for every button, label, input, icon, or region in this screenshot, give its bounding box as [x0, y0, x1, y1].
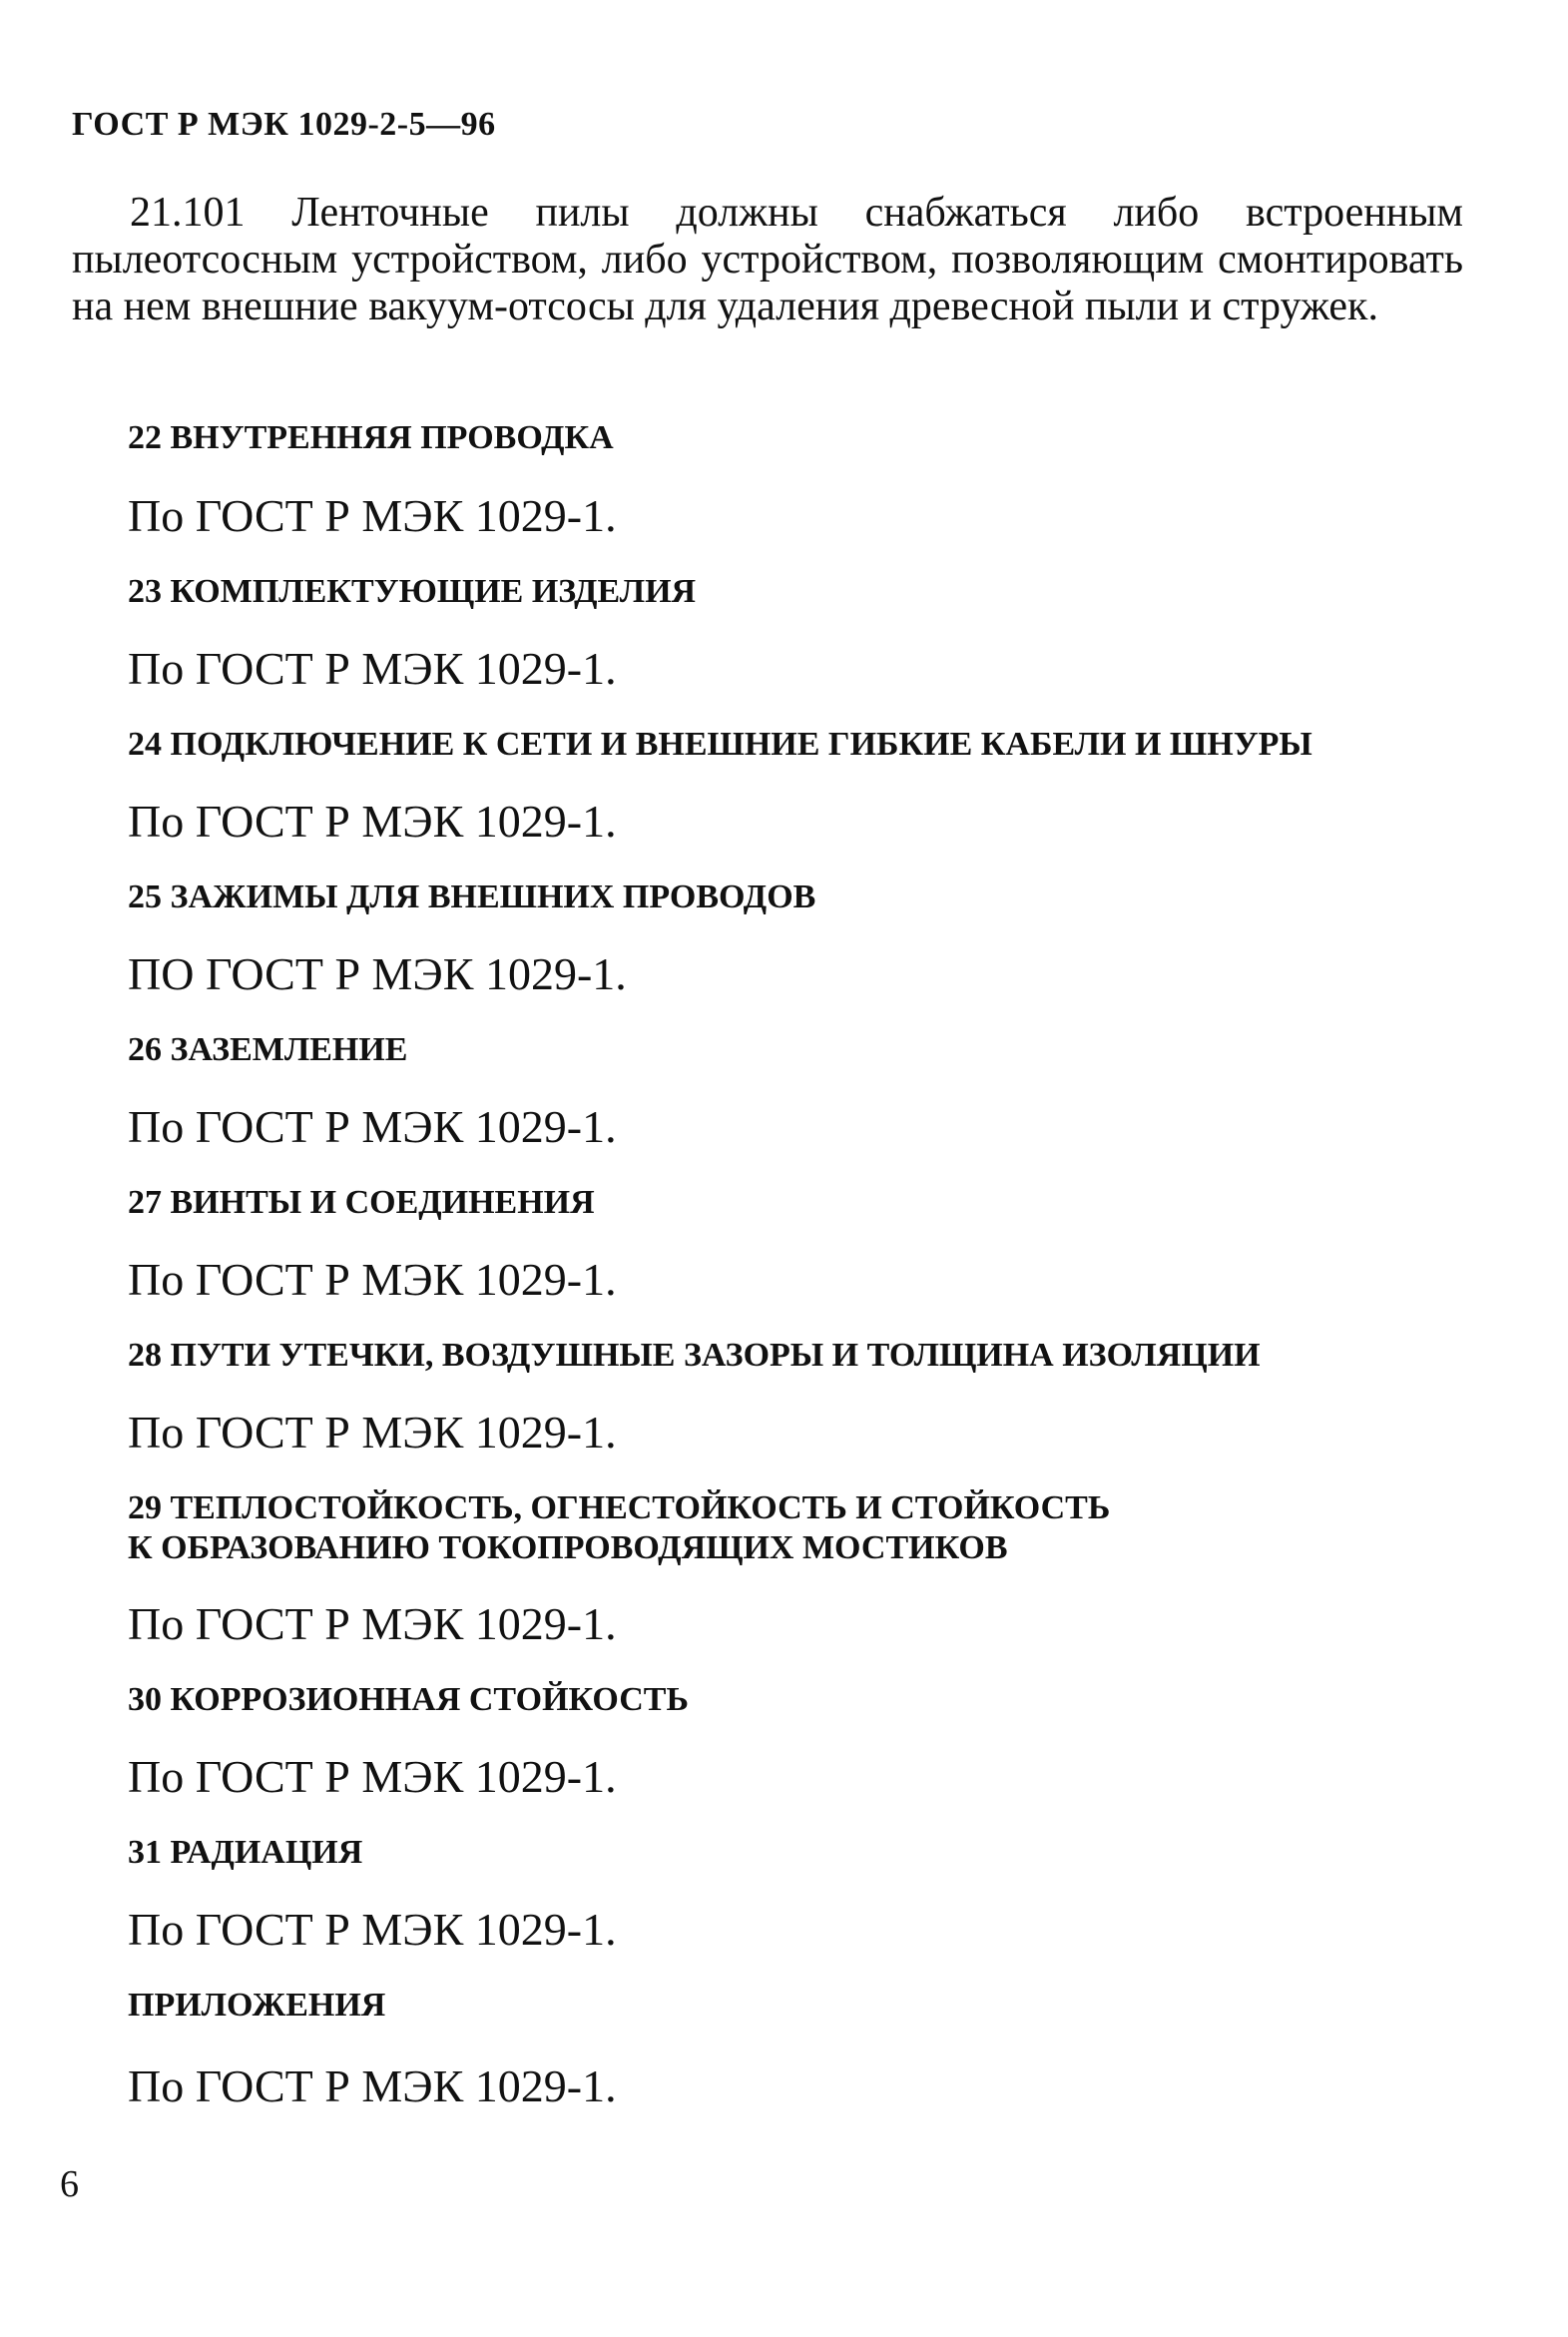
section-28-body: По ГОСТ Р МЭК 1029-1. [128, 1407, 617, 1458]
section-29-body: По ГОСТ Р МЭК 1029-1. [128, 1598, 617, 1649]
section-28-title: 28 ПУТИ УТЕЧКИ, ВОЗДУШНЫЕ ЗАЗОРЫ И ТОЛЩИНА ИЗОЛЯЦИИ [128, 1337, 1261, 1374]
section-25-title: 25 ЗАЖИМЫ ДЛЯ ВНЕШНИХ ПРОВОДОВ [128, 878, 816, 915]
section-24-title: 24 ПОДКЛЮЧЕНИЕ К СЕТИ И ВНЕШНИЕ ГИБКИЕ КАБЕЛИ И ШНУРЫ [128, 726, 1312, 763]
section-22-body: По ГОСТ Р МЭК 1029-1. [128, 490, 617, 541]
section-26-body: По ГОСТ Р МЭК 1029-1. [128, 1101, 617, 1152]
section-26-title: 26 ЗАЗЕМЛЕНИЕ [128, 1031, 408, 1068]
section-24-body: По ГОСТ Р МЭК 1029-1. [128, 796, 617, 847]
appendices-title: ПРИЛОЖЕНИЯ [128, 1987, 386, 2024]
appendices-body: По ГОСТ Р МЭК 1029-1. [128, 2060, 617, 2111]
section-22-title: 22 ВНУТРЕННЯЯ ПРОВОДКА [128, 419, 614, 456]
section-25-body: ПО ГОСТ Р МЭК 1029-1. [128, 948, 627, 999]
section-27-title: 27 ВИНТЫ И СОЕДИНЕНИЯ [128, 1184, 595, 1221]
clause-21-101-paragraph: 21.101 Ленточные пилы должны снабжаться либо встроенным пылеотсосным устройством, либо устройством, позволяющим смонтировать на нем внешние вакуум-отсосы для удаления древесной пыли и стружек. [72, 190, 1463, 329]
section-23-body: По ГОСТ Р МЭК 1029-1. [128, 643, 617, 694]
section-30-title: 30 КОРРОЗИОННАЯ СТОЙКОСТЬ [128, 1681, 689, 1718]
section-29-title-line1: 29 ТЕПЛОСТОЙКОСТЬ, ОГНЕСТОЙКОСТЬ И СТОЙКОСТЬ [128, 1489, 1111, 1526]
section-31-body: По ГОСТ Р МЭК 1029-1. [128, 1904, 617, 1955]
section-23-title: 23 КОМПЛЕКТУЮЩИЕ ИЗДЕЛИЯ [128, 573, 697, 610]
running-title: ГОСТ Р МЭК 1029-2-5—96 [72, 106, 496, 143]
section-29-title-line2: К ОБРАЗОВАНИЮ ТОКОПРОВОДЯЩИХ МОСТИКОВ [128, 1529, 1008, 1566]
page-number: 6 [60, 2163, 79, 2205]
section-27-body: По ГОСТ Р МЭК 1029-1. [128, 1254, 617, 1305]
section-31-title: 31 РАДИАЦИЯ [128, 1834, 363, 1871]
section-30-body: По ГОСТ Р МЭК 1029-1. [128, 1751, 617, 1802]
